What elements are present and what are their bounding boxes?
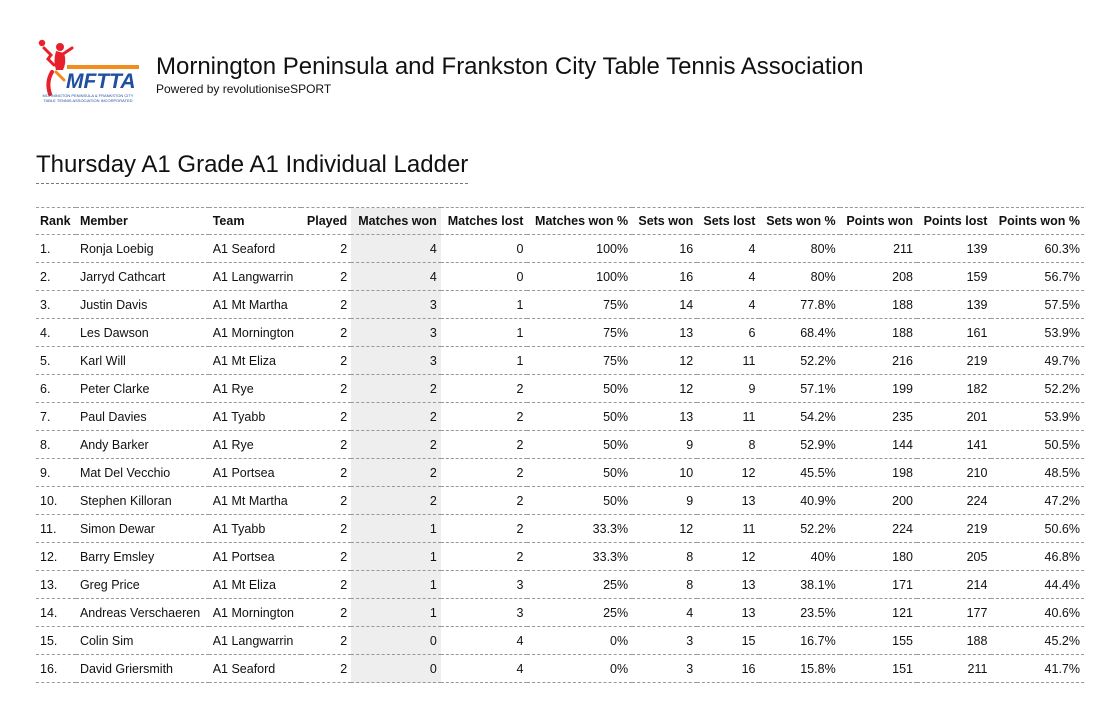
sets-lost-cell: 4 bbox=[697, 235, 759, 263]
rank-cell: 11. bbox=[36, 515, 76, 543]
points-lost-cell: 139 bbox=[917, 235, 991, 263]
points-won-cell: 144 bbox=[840, 431, 917, 459]
team-cell: A1 Mt Martha bbox=[209, 291, 301, 319]
matches-lost-cell: 4 bbox=[441, 655, 528, 683]
matches-won-cell: 0 bbox=[351, 627, 441, 655]
sets-lost-cell: 15 bbox=[697, 627, 759, 655]
points-won-pct-cell: 53.9% bbox=[991, 403, 1084, 431]
column-header-points-lost[interactable]: Points lost bbox=[917, 208, 991, 235]
matches-won-pct-cell: 25% bbox=[527, 571, 632, 599]
member-name-cell[interactable]: Justin Davis bbox=[76, 291, 209, 319]
ladder-body bbox=[36, 235, 1084, 683]
team-cell: A1 Rye bbox=[209, 431, 301, 459]
rank-cell: 6. bbox=[36, 375, 76, 403]
member-name-cell[interactable]: Colin Sim bbox=[76, 627, 209, 655]
points-lost-cell: 211 bbox=[917, 655, 991, 683]
sets-won-pct-cell: 52.2% bbox=[759, 515, 839, 543]
ladder-row bbox=[36, 347, 1084, 375]
matches-won-cell: 3 bbox=[351, 347, 441, 375]
member-name-cell[interactable]: Mat Del Vecchio bbox=[76, 459, 209, 487]
svg-text:TABLE TENNIS ASSOCIATION INCOR: TABLE TENNIS ASSOCIATION INCORPORATED bbox=[43, 98, 133, 103]
points-won-pct-cell: 50.6% bbox=[991, 515, 1084, 543]
played-cell: 2 bbox=[301, 655, 351, 683]
rank-cell: 3. bbox=[36, 291, 76, 319]
sets-won-cell: 13 bbox=[632, 319, 697, 347]
matches-won-pct-cell: 75% bbox=[527, 291, 632, 319]
points-won-cell: 216 bbox=[840, 347, 917, 375]
column-header-matches-won[interactable]: Matches won bbox=[351, 208, 441, 235]
sets-lost-cell: 12 bbox=[697, 543, 759, 571]
points-won-cell: 199 bbox=[840, 375, 917, 403]
played-cell: 2 bbox=[301, 431, 351, 459]
member-name-cell[interactable]: Simon Dewar bbox=[76, 515, 209, 543]
matches-won-cell: 0 bbox=[351, 655, 441, 683]
sets-won-cell: 3 bbox=[632, 655, 697, 683]
sets-won-cell: 14 bbox=[632, 291, 697, 319]
matches-won-cell: 4 bbox=[351, 263, 441, 291]
points-won-pct-cell: 52.2% bbox=[991, 375, 1084, 403]
rank-cell: 1. bbox=[36, 235, 76, 263]
column-header-sets-won-pct[interactable]: Sets won % bbox=[759, 208, 839, 235]
ladder-row bbox=[36, 515, 1084, 543]
team-cell: A1 Mt Eliza bbox=[209, 347, 301, 375]
points-won-pct-cell: 49.7% bbox=[991, 347, 1084, 375]
member-name-cell[interactable]: Peter Clarke bbox=[76, 375, 209, 403]
column-header-team[interactable]: Team bbox=[209, 208, 301, 235]
matches-won-pct-cell: 100% bbox=[527, 235, 632, 263]
matches-won-pct-cell: 33.3% bbox=[527, 543, 632, 571]
points-won-cell: 211 bbox=[840, 235, 917, 263]
sets-lost-cell: 11 bbox=[697, 515, 759, 543]
matches-won-cell: 3 bbox=[351, 319, 441, 347]
sets-won-pct-cell: 80% bbox=[759, 235, 839, 263]
sets-won-pct-cell: 80% bbox=[759, 263, 839, 291]
sets-won-pct-cell: 57.1% bbox=[759, 375, 839, 403]
sets-lost-cell: 16 bbox=[697, 655, 759, 683]
sets-won-cell: 9 bbox=[632, 431, 697, 459]
sets-lost-cell: 4 bbox=[697, 263, 759, 291]
played-cell: 2 bbox=[301, 263, 351, 291]
team-cell: A1 Rye bbox=[209, 375, 301, 403]
member-name-cell[interactable]: Stephen Killoran bbox=[76, 487, 209, 515]
sets-lost-cell: 8 bbox=[697, 431, 759, 459]
played-cell: 2 bbox=[301, 319, 351, 347]
sets-won-pct-cell: 54.2% bbox=[759, 403, 839, 431]
played-cell: 2 bbox=[301, 543, 351, 571]
matches-won-pct-cell: 75% bbox=[527, 347, 632, 375]
member-name-cell[interactable]: David Griersmith bbox=[76, 655, 209, 683]
points-won-pct-cell: 56.7% bbox=[991, 263, 1084, 291]
points-won-cell: 121 bbox=[840, 599, 917, 627]
matches-lost-cell: 2 bbox=[441, 543, 528, 571]
column-header-sets-lost[interactable]: Sets lost bbox=[697, 208, 759, 235]
ladder-row bbox=[36, 627, 1084, 655]
matches-won-pct-cell: 50% bbox=[527, 459, 632, 487]
points-lost-cell: 201 bbox=[917, 403, 991, 431]
points-lost-cell: 224 bbox=[917, 487, 991, 515]
ladder-row bbox=[36, 459, 1084, 487]
ladder-row bbox=[36, 571, 1084, 599]
team-cell: A1 Langwarrin bbox=[209, 263, 301, 291]
rank-cell: 13. bbox=[36, 571, 76, 599]
matches-won-cell: 2 bbox=[351, 459, 441, 487]
matches-won-cell: 2 bbox=[351, 487, 441, 515]
played-cell: 2 bbox=[301, 235, 351, 263]
member-name-cell[interactable]: Barry Emsley bbox=[76, 543, 209, 571]
sets-lost-cell: 6 bbox=[697, 319, 759, 347]
page-header bbox=[36, 36, 1096, 108]
played-cell: 2 bbox=[301, 515, 351, 543]
rank-cell: 4. bbox=[36, 319, 76, 347]
points-won-pct-cell: 44.4% bbox=[991, 571, 1084, 599]
points-won-pct-cell: 46.8% bbox=[991, 543, 1084, 571]
sets-won-cell: 10 bbox=[632, 459, 697, 487]
points-won-cell: 151 bbox=[840, 655, 917, 683]
matches-lost-cell: 0 bbox=[441, 235, 528, 263]
points-won-cell: 155 bbox=[840, 627, 917, 655]
member-name-cell[interactable]: Paul Davies bbox=[76, 403, 209, 431]
team-cell: A1 Mornington bbox=[209, 319, 301, 347]
rank-cell: 12. bbox=[36, 543, 76, 571]
ladder-row bbox=[36, 487, 1084, 515]
rank-cell: 8. bbox=[36, 431, 76, 459]
ladder-row bbox=[36, 263, 1084, 291]
member-name-cell[interactable]: Andy Barker bbox=[76, 431, 209, 459]
sets-lost-cell: 11 bbox=[697, 403, 759, 431]
team-cell: A1 Seaford bbox=[209, 655, 301, 683]
rank-cell: 5. bbox=[36, 347, 76, 375]
ladder-row bbox=[36, 291, 1084, 319]
sets-won-cell: 9 bbox=[632, 487, 697, 515]
team-cell: A1 Mt Eliza bbox=[209, 571, 301, 599]
played-cell: 2 bbox=[301, 403, 351, 431]
points-won-pct-cell: 60.3% bbox=[991, 235, 1084, 263]
sets-won-cell: 12 bbox=[632, 515, 697, 543]
points-won-cell: 200 bbox=[840, 487, 917, 515]
points-lost-cell: 219 bbox=[917, 347, 991, 375]
team-cell: A1 Portsea bbox=[209, 459, 301, 487]
column-header-sets-won[interactable]: Sets won bbox=[632, 208, 697, 235]
matches-won-pct-cell: 0% bbox=[527, 627, 632, 655]
ladder-row bbox=[36, 655, 1084, 683]
sets-won-pct-cell: 16.7% bbox=[759, 627, 839, 655]
svg-text:MORNINGTON PENINSULA & FRANKST: MORNINGTON PENINSULA & FRANKSTON CITY bbox=[42, 93, 134, 98]
sets-won-cell: 12 bbox=[632, 347, 697, 375]
played-cell: 2 bbox=[301, 347, 351, 375]
sets-won-pct-cell: 40.9% bbox=[759, 487, 839, 515]
team-cell: A1 Portsea bbox=[209, 543, 301, 571]
matches-won-cell: 1 bbox=[351, 515, 441, 543]
points-won-pct-cell: 57.5% bbox=[991, 291, 1084, 319]
played-cell: 2 bbox=[301, 571, 351, 599]
sets-won-cell: 16 bbox=[632, 235, 697, 263]
team-cell: A1 Tyabb bbox=[209, 403, 301, 431]
sets-won-pct-cell: 45.5% bbox=[759, 459, 839, 487]
matches-won-cell: 4 bbox=[351, 235, 441, 263]
points-lost-cell: 188 bbox=[917, 627, 991, 655]
points-lost-cell: 161 bbox=[917, 319, 991, 347]
ladder-row bbox=[36, 235, 1084, 263]
ladder-table bbox=[36, 207, 1084, 683]
matches-won-cell: 3 bbox=[351, 291, 441, 319]
ladder-row bbox=[36, 375, 1084, 403]
played-cell: 2 bbox=[301, 375, 351, 403]
matches-lost-cell: 2 bbox=[441, 431, 528, 459]
played-cell: 2 bbox=[301, 599, 351, 627]
played-cell: 2 bbox=[301, 627, 351, 655]
points-lost-cell: 182 bbox=[917, 375, 991, 403]
points-lost-cell: 205 bbox=[917, 543, 991, 571]
ladder-row bbox=[36, 599, 1084, 627]
sets-won-cell: 4 bbox=[632, 599, 697, 627]
played-cell: 2 bbox=[301, 291, 351, 319]
points-won-pct-cell: 53.9% bbox=[991, 319, 1084, 347]
rank-cell: 2. bbox=[36, 263, 76, 291]
matches-won-cell: 1 bbox=[351, 599, 441, 627]
ladder-header-row bbox=[36, 208, 1084, 235]
sets-won-pct-cell: 23.5% bbox=[759, 599, 839, 627]
points-won-cell: 188 bbox=[840, 319, 917, 347]
points-won-pct-cell: 40.6% bbox=[991, 599, 1084, 627]
sets-won-cell: 16 bbox=[632, 263, 697, 291]
ladder-title: Thursday A1 Grade A1 Individual Ladder bbox=[36, 151, 468, 184]
association-logo bbox=[36, 36, 140, 106]
sets-lost-cell: 13 bbox=[697, 487, 759, 515]
rank-cell: 16. bbox=[36, 655, 76, 683]
matches-lost-cell: 1 bbox=[441, 291, 528, 319]
team-cell: A1 Mt Martha bbox=[209, 487, 301, 515]
sets-won-cell: 3 bbox=[632, 627, 697, 655]
sets-lost-cell: 12 bbox=[697, 459, 759, 487]
points-won-cell: 235 bbox=[840, 403, 917, 431]
member-name-cell[interactable]: Les Dawson bbox=[76, 319, 209, 347]
matches-won-pct-cell: 100% bbox=[527, 263, 632, 291]
matches-won-pct-cell: 50% bbox=[527, 403, 632, 431]
team-cell: A1 Seaford bbox=[209, 235, 301, 263]
sets-won-pct-cell: 38.1% bbox=[759, 571, 839, 599]
points-won-pct-cell: 50.5% bbox=[991, 431, 1084, 459]
sets-won-cell: 12 bbox=[632, 375, 697, 403]
column-header-member[interactable]: Member bbox=[76, 208, 209, 235]
matches-won-cell: 2 bbox=[351, 431, 441, 459]
matches-lost-cell: 2 bbox=[441, 459, 528, 487]
matches-won-pct-cell: 50% bbox=[527, 487, 632, 515]
column-header-rank[interactable]: Rank bbox=[36, 208, 76, 235]
column-header-matches-won-pct[interactable]: Matches won % bbox=[527, 208, 632, 235]
ladder-row bbox=[36, 543, 1084, 571]
sets-won-pct-cell: 77.8% bbox=[759, 291, 839, 319]
matches-won-pct-cell: 33.3% bbox=[527, 515, 632, 543]
matches-lost-cell: 3 bbox=[441, 571, 528, 599]
powered-by-text: Powered by revolutioniseSPORT bbox=[156, 82, 332, 96]
matches-won-pct-cell: 25% bbox=[527, 599, 632, 627]
points-won-cell: 188 bbox=[840, 291, 917, 319]
member-name-cell[interactable]: Greg Price bbox=[76, 571, 209, 599]
team-cell: A1 Mornington bbox=[209, 599, 301, 627]
rank-cell: 10. bbox=[36, 487, 76, 515]
matches-won-cell: 1 bbox=[351, 571, 441, 599]
points-lost-cell: 159 bbox=[917, 263, 991, 291]
points-won-cell: 180 bbox=[840, 543, 917, 571]
played-cell: 2 bbox=[301, 459, 351, 487]
matches-lost-cell: 4 bbox=[441, 627, 528, 655]
matches-lost-cell: 0 bbox=[441, 263, 528, 291]
sets-lost-cell: 4 bbox=[697, 291, 759, 319]
points-won-pct-cell: 45.2% bbox=[991, 627, 1084, 655]
ladder-row bbox=[36, 319, 1084, 347]
points-won-pct-cell: 41.7% bbox=[991, 655, 1084, 683]
rank-cell: 14. bbox=[36, 599, 76, 627]
rank-cell: 7. bbox=[36, 403, 76, 431]
points-won-cell: 208 bbox=[840, 263, 917, 291]
points-won-cell: 224 bbox=[840, 515, 917, 543]
points-lost-cell: 219 bbox=[917, 515, 991, 543]
sets-won-cell: 8 bbox=[632, 543, 697, 571]
matches-lost-cell: 1 bbox=[441, 347, 528, 375]
sets-won-pct-cell: 68.4% bbox=[759, 319, 839, 347]
points-lost-cell: 141 bbox=[917, 431, 991, 459]
team-cell: A1 Tyabb bbox=[209, 515, 301, 543]
matches-won-cell: 2 bbox=[351, 403, 441, 431]
matches-lost-cell: 2 bbox=[441, 403, 528, 431]
column-header-points-won-pct[interactable]: Points won % bbox=[991, 208, 1084, 235]
rank-cell: 9. bbox=[36, 459, 76, 487]
matches-lost-cell: 2 bbox=[441, 487, 528, 515]
points-won-cell: 198 bbox=[840, 459, 917, 487]
points-lost-cell: 177 bbox=[917, 599, 991, 627]
points-lost-cell: 139 bbox=[917, 291, 991, 319]
sets-lost-cell: 11 bbox=[697, 347, 759, 375]
rank-cell: 15. bbox=[36, 627, 76, 655]
column-header-points-won[interactable]: Points won bbox=[840, 208, 917, 235]
column-header-matches-lost[interactable]: Matches lost bbox=[441, 208, 528, 235]
sets-won-cell: 8 bbox=[632, 571, 697, 599]
points-won-pct-cell: 48.5% bbox=[991, 459, 1084, 487]
matches-won-pct-cell: 50% bbox=[527, 431, 632, 459]
points-won-pct-cell: 47.2% bbox=[991, 487, 1084, 515]
points-won-cell: 171 bbox=[840, 571, 917, 599]
organization-name: Mornington Peninsula and Frankston City Table Tennis Association bbox=[156, 53, 864, 80]
matches-won-pct-cell: 75% bbox=[527, 319, 632, 347]
matches-lost-cell: 2 bbox=[441, 515, 528, 543]
matches-lost-cell: 3 bbox=[441, 599, 528, 627]
column-header-played[interactable]: Played bbox=[301, 208, 351, 235]
matches-won-pct-cell: 50% bbox=[527, 375, 632, 403]
ladder-row bbox=[36, 403, 1084, 431]
member-name-cell[interactable]: Ronja Loebig bbox=[76, 235, 209, 263]
matches-won-cell: 2 bbox=[351, 375, 441, 403]
member-name-cell[interactable]: Jarryd Cathcart bbox=[76, 263, 209, 291]
svg-text:MFTTA: MFTTA bbox=[66, 70, 136, 93]
matches-lost-cell: 1 bbox=[441, 319, 528, 347]
sets-won-pct-cell: 52.2% bbox=[759, 347, 839, 375]
sets-won-pct-cell: 52.9% bbox=[759, 431, 839, 459]
points-lost-cell: 214 bbox=[917, 571, 991, 599]
sets-won-pct-cell: 40% bbox=[759, 543, 839, 571]
played-cell: 2 bbox=[301, 487, 351, 515]
member-name-cell[interactable]: Karl Will bbox=[76, 347, 209, 375]
team-cell: A1 Langwarrin bbox=[209, 627, 301, 655]
member-name-cell[interactable]: Andreas Verschaeren bbox=[76, 599, 209, 627]
ladder-row bbox=[36, 431, 1084, 459]
matches-won-pct-cell: 0% bbox=[527, 655, 632, 683]
matches-won-cell: 1 bbox=[351, 543, 441, 571]
sets-won-cell: 13 bbox=[632, 403, 697, 431]
sets-won-pct-cell: 15.8% bbox=[759, 655, 839, 683]
sets-lost-cell: 9 bbox=[697, 375, 759, 403]
sets-lost-cell: 13 bbox=[697, 599, 759, 627]
points-lost-cell: 210 bbox=[917, 459, 991, 487]
matches-lost-cell: 2 bbox=[441, 375, 528, 403]
sets-lost-cell: 13 bbox=[697, 571, 759, 599]
